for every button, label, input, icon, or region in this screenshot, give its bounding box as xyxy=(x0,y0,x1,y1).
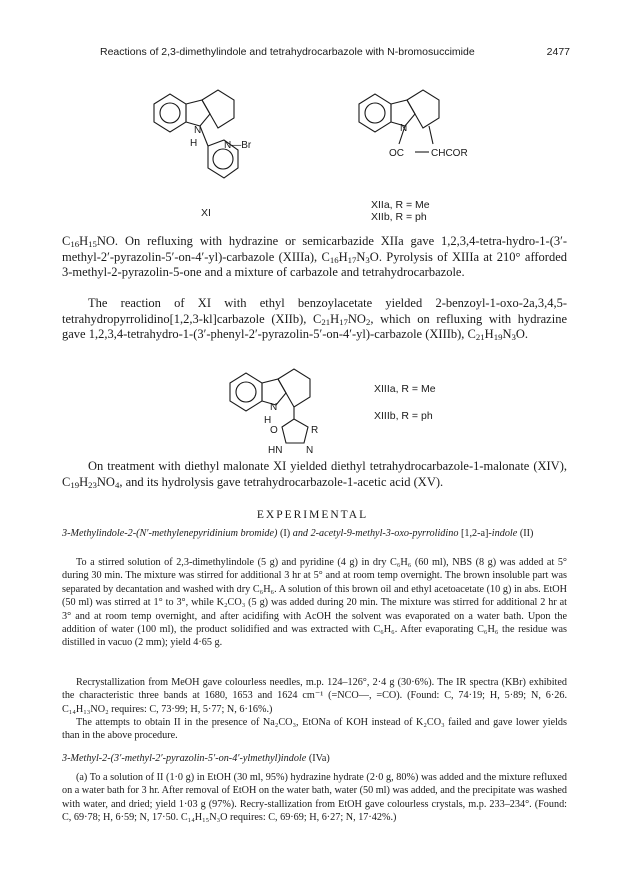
label-xiiia: XIIIa, R = Me xyxy=(374,383,436,395)
atom-n: N xyxy=(194,125,202,136)
text: indole xyxy=(491,528,518,539)
text: , and its hydrolysis gave tetrahydrocarbazole-1-acetic acid (XV). xyxy=(119,474,444,489)
text: The reaction of XI with ethyl benzoylacetate yielded 2-benzoyl-1-oxo-2a,3,4,5-tetrahydropyrrolidino[1,2,3-kl]carbazole (XIIb), C xyxy=(62,296,567,326)
structure-xii xyxy=(345,80,515,190)
paragraph-3 xyxy=(62,459,567,490)
subscript: 15 xyxy=(88,239,97,249)
text: O. xyxy=(515,327,528,342)
text: H xyxy=(330,311,340,326)
text: H xyxy=(79,234,89,248)
label-xiib: XIIb, R = ph xyxy=(371,211,427,223)
atom-chcor: CHCOR xyxy=(431,148,468,159)
paragraph-1 xyxy=(62,234,567,281)
text: H xyxy=(484,327,494,342)
subsection-1-paragraph-1: To a stirred solution of 2,3-dimethylindole (5 g) and pyridine (4 g) in dry C₆H₆ (60 ml), NBS (8 g) was added at 5° during 30 min. The mixture was stirred for additional 3 hr at 5° and at room temp overnight. The brown insoluble part was separated by decantation and washed with dry C₆H₆. A solution of this brown oil and ethyl acetoacetate (10 g) in abs. EtOH (50 ml) was stirred at 1° to 3°, while K₂CO₃ (5 g) was added during 20 min. The mixture was stirred for additional 2 hr at 3° and at room temp overnight, and after acidifing with AcOH the solvent was evaporated on a water bath. Upon the addition of water (100 ml), the product solidified and was extracted with C₆H₆. After evaporating C₆H₆ the residue was distilled in vacuo (2 mm); yield 4·65 g. xyxy=(62,557,567,649)
label-xiiib: XIIIb, R = ph xyxy=(374,410,433,422)
atom-n: N xyxy=(270,402,278,413)
subscript: 23 xyxy=(88,479,97,490)
text: , which on refluxing with hydrazine gave 1,2,3,4-tetrahydro-1-(3′-phenyl-2′-pyrazolin-5′-on-4′-yl)-carbazole (XIIIb), C xyxy=(62,311,567,342)
atom-r: R xyxy=(311,425,319,436)
subscript: 3 xyxy=(511,332,516,343)
atom-hn: HN xyxy=(268,445,283,456)
paragraph-2 xyxy=(62,296,567,343)
atom-n2: N xyxy=(306,445,314,456)
text: N xyxy=(356,249,366,264)
text: and 2-acetyl-9-methyl-3-oxo-pyrrolidino xyxy=(292,528,459,539)
structure-xiii-drawing xyxy=(220,363,360,463)
subscript: 4 xyxy=(114,479,120,490)
subscript: 19 xyxy=(493,332,503,343)
atom-h: H xyxy=(190,138,198,149)
text: N xyxy=(502,327,512,342)
structure-xi xyxy=(140,80,300,200)
text: NO xyxy=(96,474,115,489)
structure-xii-drawing xyxy=(345,80,515,190)
subsection-2-paragraph-1: (a) To a solution of II (1·0 g) in EtOH (30 ml, 95%) hydrazine hydrate (2·0 g, 80%) was added and the mixture refluxed on a water bath for 3 hr. After removal of EtOH on the water bath, water (50 ml) was added, and the precipitate was washed with water, and dried; yield 1·03 g (97%). Recry-stallization from EtOH gave colourless crystals, m.p. 233–234°. (Found: C, 69·78; H, 6·59; N, 17·50. C₁₄H₁₅N₃O requires: C, 69·69; H, 6·27; N, 17·42%.) xyxy=(62,772,567,824)
running-title: Reactions of 2,3-dimethylindole and tetrahydrocarbazole with N-bromosuccimide xyxy=(100,46,475,58)
structure-xi-drawing xyxy=(140,80,300,200)
subsection-2-title xyxy=(62,752,567,765)
text: (I) xyxy=(277,528,293,539)
text: On treatment with diethyl malonate XI yielded diethyl tetrahydrocarbazole-1-malonate (XIV), C xyxy=(62,459,567,489)
text: O. Pyrolysis of XIIIa at 210° afforded 3-methyl-2-pyrazolin-5-one and a mixture of carbazole and tetrahydrocarbazole. xyxy=(62,249,568,280)
text: [1,2-a]- xyxy=(458,528,492,539)
subsection-1-paragraph-2: Recrystallization from MeOH gave colourless needles, m.p. 124–126°, 2·4 g (30·6%). The IR spectra (KBr) exhibited the characteristic three bands at 1680, 1653 and 1624 cm⁻¹ (=NCO—, =CO). (Found: C, 74·19; H, 5·89; N, 6·26. C₁₄H₁₃NO₂ requires: C, 73·99; H, 5·77; N, 6·16%.) xyxy=(62,677,567,715)
text: H xyxy=(79,474,89,489)
subscript: 16 xyxy=(329,254,339,265)
atom-h: H xyxy=(264,415,272,426)
subscript: 16 xyxy=(70,239,80,249)
subscript: 21 xyxy=(475,332,485,343)
label-xi: XI xyxy=(201,207,211,219)
atom-n: N xyxy=(400,123,408,134)
section-heading-experimental: EXPERIMENTAL xyxy=(256,509,369,521)
text: 3-Methyl-2-(3′-methyl-2′-pyrazolin-5′-on-4′-ylmethyl)indole xyxy=(62,753,307,764)
text: (II) xyxy=(517,528,534,539)
text: (IVa) xyxy=(306,753,330,764)
text: C xyxy=(62,234,71,248)
subscript: 19 xyxy=(70,479,80,490)
subscript: 2 xyxy=(365,316,371,327)
text: 3-Methylindole-2-(N′-methylenepyridinium bromide) xyxy=(62,528,278,539)
text: NO xyxy=(347,311,366,326)
label-xiia: XIIa, R = Me xyxy=(371,199,430,211)
text: H xyxy=(338,249,348,264)
subscript: 17 xyxy=(347,254,357,265)
subscript: 17 xyxy=(339,316,348,327)
subscript: 21 xyxy=(321,316,331,327)
text: NO. On refluxing with hydrazine or semicarbazide XIIa gave 1,2,3,4-tetra-hydro-1-(3′-methyl-2′-pyrazolin-5′-on-4′-yl)-carbazole (XIIIa), C xyxy=(62,234,567,264)
subsection-1-title xyxy=(62,527,567,540)
atom-oc: OC xyxy=(389,148,404,159)
subscript: 3 xyxy=(365,254,370,265)
page-number: 2477 xyxy=(546,46,570,58)
atom-n-br: N—Br xyxy=(224,140,252,151)
structure-xiii xyxy=(220,363,360,463)
atom-o: O xyxy=(270,425,278,436)
subsection-1-paragraph-3: The attempts to obtain II in the presence of Na₂CO₃, EtONa of KOH instead of K₂CO₃ failed and gave lower yields than in the above procedure. xyxy=(62,717,567,742)
